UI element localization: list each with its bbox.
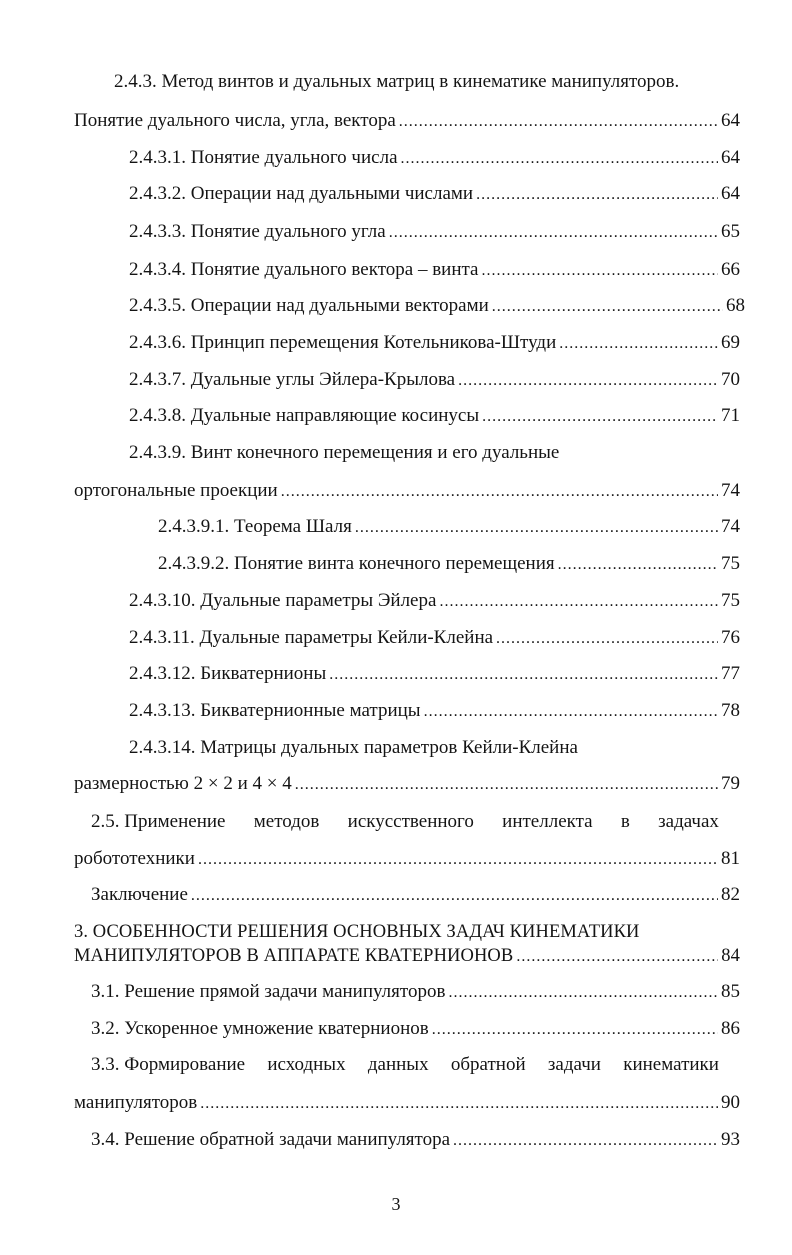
toc-page-number: 70 [721,369,740,390]
toc-entry-word: задачи [547,1054,601,1075]
toc-entry-word: в [620,811,630,832]
leader-dots [200,1090,718,1118]
toc-entry-3-1 [91,978,740,1006]
toc-entry-text: Заключение [91,884,188,905]
toc-entry-word: методов [253,811,320,832]
page-number: 3 [391,1194,401,1214]
toc-entry-text: 2.4.3. Метод винтов и дуальных матриц в кинематике манипуляторов. [114,71,680,92]
toc-page-number: 66 [721,259,740,280]
toc-entry-text: 2.4.3.7. Дуальные углы Эйлера-Крылова [129,369,456,390]
leader-dots [439,588,718,616]
toc-entry-text: 2.4.3.6. Принцип перемещения Котельникова-Штуди [129,332,557,353]
toc-entry-3-3-cont [74,1089,740,1117]
toc-entry-text: 2.4.3.10. Дуальные параметры Эйлера [129,590,437,611]
toc-entry-word: интеллекта [502,811,593,832]
leader-dots [329,661,718,689]
toc-page-number: 74 [721,480,740,501]
toc-entry-conclusion [91,881,740,909]
toc-entry-2-4-3-4 [129,256,740,284]
toc-page-number: 69 [721,332,740,353]
toc-entry-text: 2.4.3.1. Понятие дуального числа [129,147,398,168]
toc-entry-word: данных [367,1054,429,1075]
leader-dots [476,181,718,209]
leader-dots [558,551,718,579]
leader-dots [559,330,718,358]
toc-entry-text: 2.4.3.3. Понятие дуального угла [129,221,386,242]
toc-entry-2-4-3-6 [129,329,740,357]
toc-page-number: 81 [721,848,740,869]
toc-entry-text: 2.4.3.2. Операции над дуальными числами [129,183,474,204]
toc-entry-text: Понятие дуального числа, угла, вектора [74,110,396,131]
toc-page-number: 93 [721,1129,740,1150]
toc-page-number: 75 [721,590,740,611]
toc-entry-2-4-3-12 [129,660,740,688]
toc-entry-2-4-3-7 [129,366,740,394]
leader-dots [389,219,718,247]
toc-entry-text: 2.4.3.9.2. Понятие винта конечного перемещения [158,553,555,574]
leader-dots [191,882,718,910]
toc-page-number: 68 [726,295,745,316]
toc-entry-2-5 [91,808,719,836]
toc-page-number: 90 [721,1092,740,1113]
toc-page-number: 85 [721,981,740,1002]
toc-entry-word: 3.3. Формирование [91,1054,246,1075]
toc-entry-text: 2.4.3.9.1. Теорема Шаля [158,516,352,537]
toc-entry-text: 2.4.3.13. Бикватернионные матрицы [129,700,421,721]
toc-page-number: 75 [721,553,740,574]
toc-entry-text: 3.2. Ускоренное умножение кватернионов [91,1018,429,1039]
toc-entry-2-4-3-9-1 [158,513,740,541]
leader-dots [399,108,718,136]
toc-entry-word: задачах [658,811,719,832]
toc-entry-2-4-3-9-2 [158,550,740,578]
toc-page-number: 64 [721,110,740,131]
leader-dots [516,943,718,971]
toc-entry-2-4-3-10 [129,587,740,615]
leader-dots [496,625,718,653]
leader-dots [458,367,718,395]
toc-entry-2-4-3-14 [129,734,729,762]
toc-page-number: 76 [721,627,740,648]
toc-entry-text: манипуляторов [74,1092,198,1113]
toc-entry-2-4-3-2 [129,180,740,208]
toc-entry-word: кинематики [623,1054,719,1075]
leader-dots [281,478,718,506]
toc-page-number: 65 [721,221,740,242]
toc-page-number: 79 [721,773,740,794]
toc-page-number: 86 [721,1018,740,1039]
toc-entry-2-4-3-13 [129,697,740,725]
toc-entry-text: 2.4.3.11. Дуальные параметры Кейли-Клейна [129,627,494,648]
leader-dots [448,979,718,1007]
toc-entry-3-3 [91,1051,719,1079]
leader-dots [432,1016,718,1044]
toc-entry-text: 3.4. Решение обратной задачи манипулятора [91,1129,451,1150]
toc-entry-word: 2.5. Применение [91,811,226,832]
toc-page-number: 64 [721,183,740,204]
leader-dots [355,514,718,542]
toc-entry-2-4-3-9 [129,439,729,467]
leader-dots [482,403,718,431]
toc-page-number: 82 [721,884,740,905]
toc-page-number: 74 [721,516,740,537]
toc-chapter-3-cont [74,942,740,970]
toc-page-number: 71 [721,405,740,426]
toc-entry-2-4-3-5 [129,292,745,320]
toc-page-number: 64 [721,147,740,168]
leader-dots [492,293,723,321]
toc-entry-word: искусственного [347,811,474,832]
toc-entry-2-5-cont [74,845,740,873]
toc-entry-text: 2.4.3.5. Операции над дуальными векторами [129,295,489,316]
leader-dots [198,846,718,874]
toc-page-number: 77 [721,663,740,684]
toc-entry-3-4 [91,1126,740,1154]
toc-page-number: 78 [721,700,740,721]
toc-entry-word: обратной [450,1054,526,1075]
leader-dots [401,145,718,173]
toc-entry-text: 2.4.3.14. Матрицы дуальных параметров Кейли-Клейна [129,737,578,758]
toc-entry-text: МАНИПУЛЯТОРОВ В АППАРАТЕ КВАТЕРНИОНОВ [74,946,514,966]
leader-dots [481,257,718,285]
leader-dots [295,771,718,799]
leader-dots [453,1127,718,1155]
toc-entry-text: 2.4.3.8. Дуальные направляющие косинусы [129,405,480,426]
toc-entry-2-4-3-1 [129,144,740,172]
toc-entry-text: 2.4.3.9. Винт конечного перемещения и его дуальные [129,442,560,463]
toc-entry-text: 2.4.3.12. Бикватернионы [129,663,327,684]
toc-page-number: 84 [721,946,740,966]
toc-entry-2-4-3-3 [129,218,740,246]
toc-entry-text: размерностью 2 × 2 и 4 × 4 [74,773,292,794]
toc-entry-text: 3. ОСОБЕННОСТИ РЕШЕНИЯ ОСНОВНЫХ ЗАДАЧ КИНЕМАТИКИ [74,922,640,942]
toc-entry-2-4-3-11 [129,624,740,652]
toc-entry-word: исходных [267,1054,346,1075]
toc-entry-text: 3.1. Решение прямой задачи манипуляторов [91,981,446,1002]
toc-entry-text: 2.4.3.4. Понятие дуального вектора – винта [129,259,479,280]
toc-entry-2-4-3-8 [129,402,740,430]
toc-entry-2-4-3 [114,68,734,96]
toc-entry-3-2 [91,1015,740,1043]
toc-entry-2-4-3-cont [74,107,740,135]
toc-entry-2-4-3-14-cont [74,770,740,798]
leader-dots [424,698,718,726]
toc-entry-text: робототехники [74,848,195,869]
toc-entry-2-4-3-9-cont [74,477,740,505]
toc-entry-text: ортогональные проекции [74,480,278,501]
